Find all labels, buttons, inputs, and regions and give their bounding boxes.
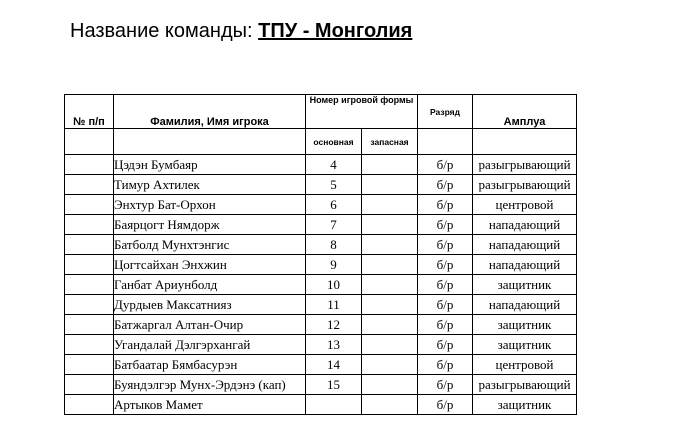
role: защитник (473, 335, 577, 355)
role: нападающий (473, 235, 577, 255)
main-number (306, 395, 362, 415)
main-number: 5 (306, 175, 362, 195)
player-name: Цогтсайхан Энхжин (114, 255, 306, 275)
rank: б/р (418, 315, 473, 335)
row-number (65, 395, 114, 415)
spare-number (362, 155, 418, 175)
main-number: 4 (306, 155, 362, 175)
row-number (65, 335, 114, 355)
spare-number (362, 355, 418, 375)
main-number: 10 (306, 275, 362, 295)
table-row (65, 295, 577, 315)
rank: б/р (418, 355, 473, 375)
role: защитник (473, 275, 577, 295)
table-row (65, 275, 577, 295)
rank: б/р (418, 175, 473, 195)
row-number (65, 375, 114, 395)
player-name: Батбаатар Бямбасурэн (114, 355, 306, 375)
player-name: Тимур Ахтилек (114, 175, 306, 195)
table-row (65, 175, 577, 195)
header-blank-name (114, 129, 306, 155)
table-row (65, 215, 577, 235)
player-name: Цэдэн Бумбаяр (114, 155, 306, 175)
main-number: 14 (306, 355, 362, 375)
table-row (65, 355, 577, 375)
spare-number (362, 335, 418, 355)
table-row (65, 375, 577, 395)
roster-body (65, 155, 577, 415)
row-number (65, 195, 114, 215)
row-number (65, 275, 114, 295)
spare-number (362, 235, 418, 255)
role: защитник (473, 395, 577, 415)
main-number: 15 (306, 375, 362, 395)
rank: б/р (418, 155, 473, 175)
header-main: основная (306, 129, 362, 155)
row-number (65, 235, 114, 255)
table-row (65, 395, 577, 415)
role: нападающий (473, 215, 577, 235)
main-number: 7 (306, 215, 362, 235)
role: разыгрывающий (473, 155, 577, 175)
main-number: 9 (306, 255, 362, 275)
row-number (65, 315, 114, 335)
header-rank: Разряд (418, 95, 473, 129)
player-name: Батжаргал Алтан-Очир (114, 315, 306, 335)
table-row (65, 315, 577, 335)
rank: б/р (418, 255, 473, 275)
roster-table (64, 94, 577, 415)
player-name: Энхтур Бат-Орхон (114, 195, 306, 215)
spare-number (362, 375, 418, 395)
header-spare: запасная (362, 129, 418, 155)
player-name: Баярцогт Нямдорж (114, 215, 306, 235)
main-number: 13 (306, 335, 362, 355)
rank: б/р (418, 195, 473, 215)
role: центровой (473, 195, 577, 215)
role: нападающий (473, 255, 577, 275)
row-number (65, 255, 114, 275)
spare-number (362, 275, 418, 295)
role: защитник (473, 315, 577, 335)
main-number: 6 (306, 195, 362, 215)
team-title-label: Название команды: (70, 20, 259, 42)
header-role: Амплуа (473, 95, 577, 129)
table-row (65, 255, 577, 275)
rank: б/р (418, 335, 473, 355)
header-name: Фамилия, Имя игрока (114, 95, 306, 129)
role: центровой (473, 355, 577, 375)
team-name: ТПУ - Монголия (258, 20, 413, 42)
rank: б/р (418, 375, 473, 395)
spare-number (362, 255, 418, 275)
player-name: Батболд Мунхтэнгис (114, 235, 306, 255)
spare-number (362, 175, 418, 195)
rank: б/р (418, 215, 473, 235)
role: разыгрывающий (473, 375, 577, 395)
row-number (65, 355, 114, 375)
header-blank-role (473, 129, 577, 155)
rank: б/р (418, 235, 473, 255)
rank: б/р (418, 275, 473, 295)
header-blank-rank (418, 129, 473, 155)
team-title (70, 20, 412, 43)
player-name: Ганбат Ариунболд (114, 275, 306, 295)
main-number: 12 (306, 315, 362, 335)
spare-number (362, 215, 418, 235)
header-form-number: Номер игровой формы (306, 95, 418, 129)
player-name: Угандалай Дэлгэрхангай (114, 335, 306, 355)
player-name: Буяндэлгэр Мунх-Эрдэнэ (кап) (114, 375, 306, 395)
rank: б/р (418, 295, 473, 315)
row-number (65, 295, 114, 315)
row-number (65, 175, 114, 195)
role: разыгрывающий (473, 175, 577, 195)
spare-number (362, 195, 418, 215)
table-row (65, 335, 577, 355)
row-number (65, 155, 114, 175)
player-name: Дурдыев Максатнияз (114, 295, 306, 315)
table-row (65, 155, 577, 175)
header-num: № п/п (65, 95, 114, 129)
role: нападающий (473, 295, 577, 315)
spare-number (362, 315, 418, 335)
main-number: 8 (306, 235, 362, 255)
spare-number (362, 295, 418, 315)
row-number (65, 215, 114, 235)
spare-number (362, 395, 418, 415)
rank: б/р (418, 395, 473, 415)
main-number: 11 (306, 295, 362, 315)
player-name: Артыков Мамет (114, 395, 306, 415)
table-row (65, 235, 577, 255)
table-row (65, 195, 577, 215)
header-blank-num (65, 129, 114, 155)
